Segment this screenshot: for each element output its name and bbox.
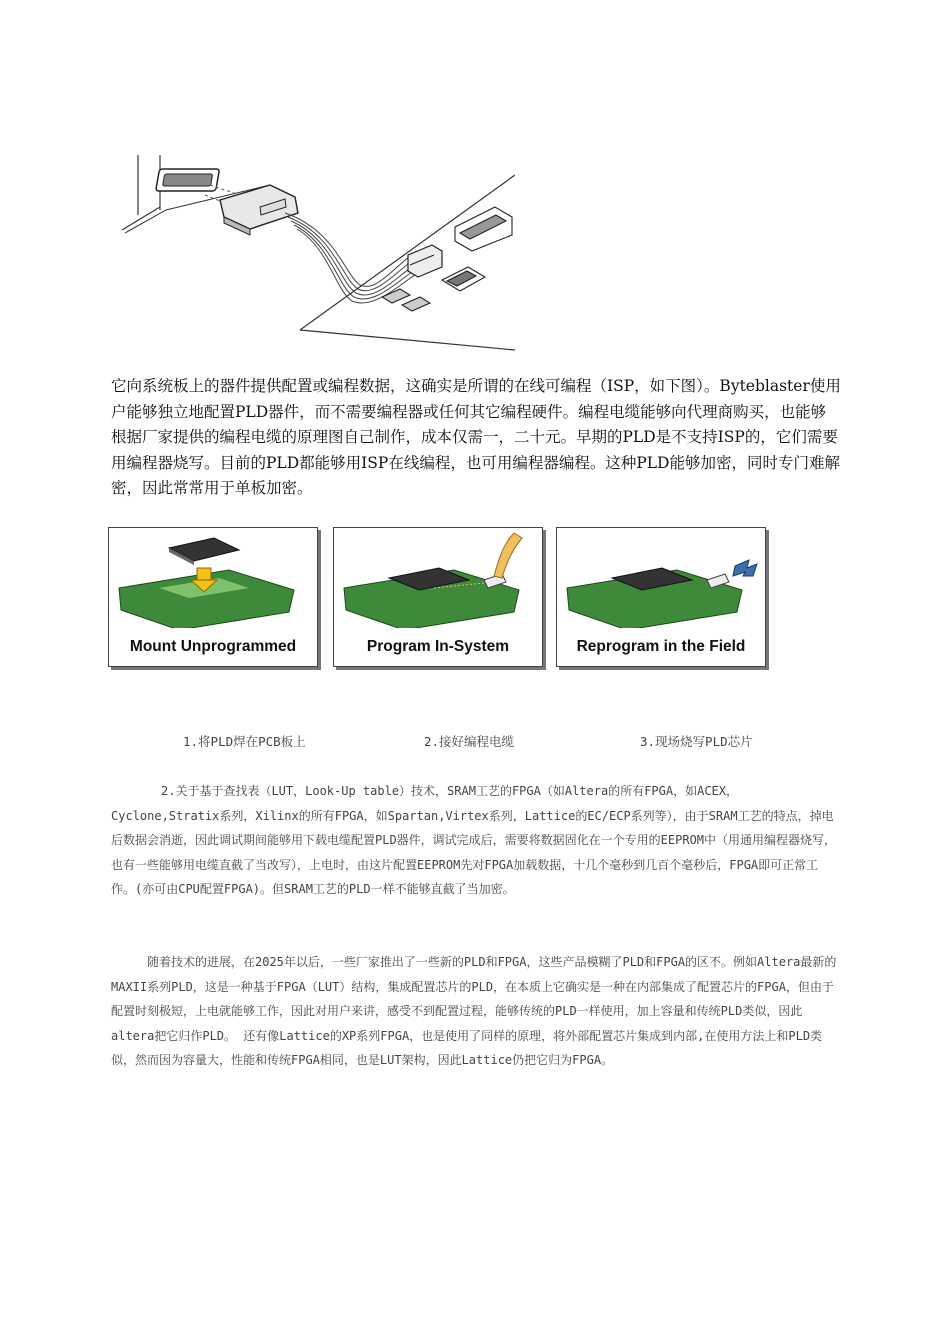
trend-paragraph xyxy=(111,950,839,1073)
panel-label: Program In-System xyxy=(366,638,510,655)
panel-mount-unprogrammed xyxy=(108,527,318,667)
caption-step-1: 1.将PLD焊在PCB板上 xyxy=(183,734,306,749)
caption-step-3: 3.现场烧写PLD芯片 xyxy=(640,734,753,749)
step-captions xyxy=(0,732,950,752)
parallel-port xyxy=(156,169,220,191)
mount-illustration xyxy=(109,528,317,628)
panel-label: Reprogram in the Field xyxy=(576,638,746,655)
panel-label: Mount Unprogrammed xyxy=(129,638,297,655)
jtag-header xyxy=(408,245,442,277)
board-chips xyxy=(382,207,512,311)
panel-reprogram-in-field xyxy=(556,527,766,667)
db25-connector xyxy=(220,185,298,235)
isp-paragraph xyxy=(111,374,841,502)
lut-paragraph-text: 2.关于基于查找表（LUT，Look-Up table）技术，SRAM工艺的FPGA（如Altera的所有FPGA，如ACEX，Cyclone,Stratix系列，Xilinx的所有FPGA，如Spartan,Virtex系列，Lattice的EC/ECP系列等），由于SRAM工艺的特点，掉电后数据会消逝，因此调试期间能够用下载电缆配置PLD器件，调试完成后，需要将数据固化在一个专用的EEPROM中（用通用编程器烧写，也有一些能够用电缆直截了当改写），上电时，由这片配置EEPROM先对FPGA加载数据，十几个毫秒到几百个毫秒后，FPGA即可正常工作。(亦可由CPU配置FPGA)。但SRAM工艺的PLD一样不能够直截了当加密。 xyxy=(111,784,837,897)
isp-steps-figure xyxy=(108,527,773,667)
isp-paragraph-text: 它向系统板上的器件提供配置或编程数据，这确实是所谓的在线可编程（ISP，如下图）。Byteblaster使用户能够独立地配置PLD器件，而不需要编程器或任何其它编程硬件。编程电缆能够向代理商购买，也能够根据厂家提供的编程电缆的原理图自己制作，成本仅需一，二十元。早期的PLD是不支持ISP的，它们需要用编程器烧写。目前的PLD都能够用ISP在线编程，也可用编程器编程。这种PLD能够加密，同时专门难解密，因此常常用于单板加密。 xyxy=(111,377,841,497)
byteblaster-cable-illustration xyxy=(120,155,515,355)
lut-paragraph xyxy=(111,779,839,902)
trend-paragraph-text: 随着技术的进展，在2025年以后，一些厂家推出了一些新的PLD和FPGA，这些产品模糊了PLD和FPGA的区不。例如Altera最新的MAXII系列PLD，这是一种基于FPGA（LUT）结构，集成配置芯片的PLD，在本质上它确实是一种在内部集成了配置芯片的FPGA，但由于配置时刻极短，上电就能够工作，因此对用户来讲，感受不到配置过程，能够传统的PLD一样使用，加上容量和传统PLD类似，因此altera把它归作PLD。 还有像Lattice的XP系列FPGA，也是使用了同样的原理，将外部配置芯片集成到内部,在使用方法上和PLD类似，然而因为容量大，性能和传统FPGA相同，也是LUT架构，因此Lattice仍把它归为FPGA。 xyxy=(111,955,837,1068)
caption-step-2: 2.接好编程电缆 xyxy=(424,734,515,749)
panel-program-in-system xyxy=(333,527,543,667)
reprogram-illustration xyxy=(557,528,765,628)
program-illustration xyxy=(334,528,542,628)
